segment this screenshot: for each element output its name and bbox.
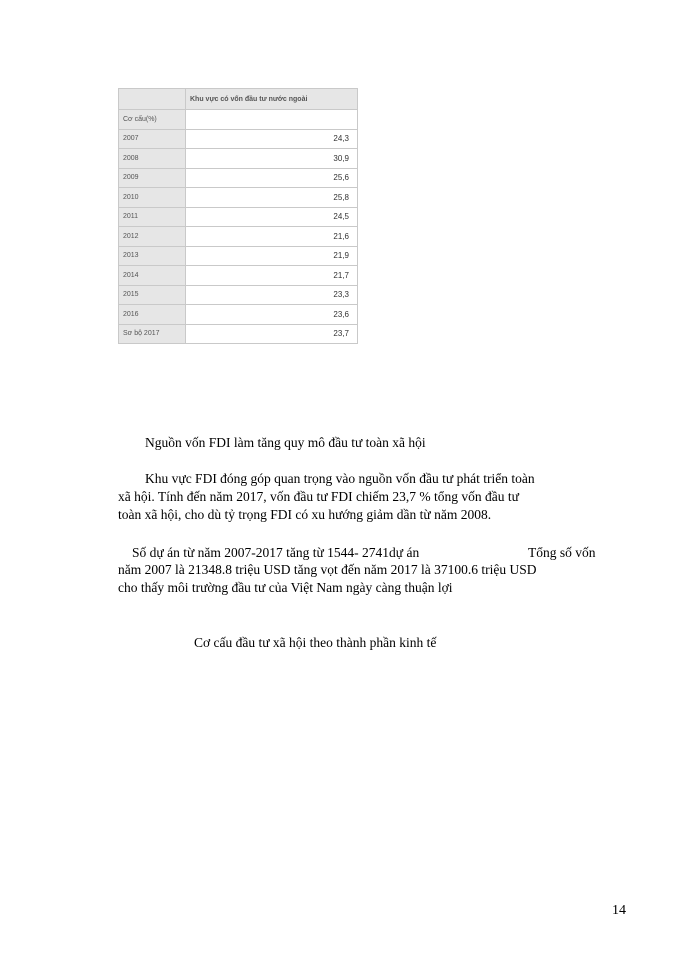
para1-line1: Khu vực FDI đóng góp quan trọng vào nguồn vốn đầu tư phát triển toàn (145, 471, 535, 486)
table-year-cell: 2014 (119, 266, 186, 286)
table-value-cell: 25,6 (186, 168, 358, 188)
table-row (119, 188, 358, 208)
table-value-cell: 25,8 (186, 188, 358, 208)
fdi-structure-table (118, 88, 358, 344)
table-value-cell: 23,6 (186, 305, 358, 325)
para2-line1a: Số dự án từ năm 2007-2017 tăng từ 1544- 2741dự án (132, 545, 420, 560)
table-value-cell: 21,6 (186, 227, 358, 247)
para2-line2: năm 2007 là 21348.8 triệu USD tăng vọt đến năm 2017 là 37100.6 triệu USD (118, 562, 537, 577)
table-row (119, 129, 358, 149)
para2-line1b: Tổng số vốn (528, 545, 596, 560)
table-unit-value (186, 110, 358, 130)
table-row (119, 246, 358, 266)
table-value-cell: 21,9 (186, 246, 358, 266)
table-year-cell: 2008 (119, 149, 186, 169)
table-year-cell: 2013 (119, 246, 186, 266)
para1-line2: xã hội. Tính đến năm 2017, vốn đầu tư FDI chiếm 23,7 % tổng vốn đầu tư (118, 489, 519, 504)
para1-line3: toàn xã hội, cho dù tỷ trọng FDI có xu hướng giảm dần từ năm 2008. (118, 507, 492, 522)
table-corner-cell (119, 89, 186, 110)
table-year-cell: 2016 (119, 305, 186, 325)
table-value-cell: 24,3 (186, 129, 358, 149)
table-row (119, 324, 358, 344)
table-year-cell: Sơ bộ 2017 (119, 324, 186, 344)
table-value-cell: 24,5 (186, 207, 358, 227)
page-number: 14 (612, 903, 626, 918)
table-unit-label: Cơ cấu(%) (119, 110, 186, 130)
table-row (119, 266, 358, 286)
table-row (119, 305, 358, 325)
table-value-cell: 23,7 (186, 324, 358, 344)
table-value-cell: 21,7 (186, 266, 358, 286)
table-unit-row (119, 110, 358, 130)
table-row (119, 285, 358, 305)
table-row (119, 227, 358, 247)
para2-line3: cho thấy môi trường đầu tư của Việt Nam ngày càng thuận lợi (118, 580, 453, 595)
table-value-cell: 23,3 (186, 285, 358, 305)
table-year-cell: 2015 (119, 285, 186, 305)
table-year-cell: 2009 (119, 168, 186, 188)
table-header-row (119, 89, 358, 110)
table-column-header: Khu vực có vốn đầu tư nước ngoài (186, 89, 358, 110)
table-row (119, 207, 358, 227)
table-year-cell: 2007 (119, 129, 186, 149)
heading-fdi-scale: Nguồn vốn FDI làm tăng quy mô đầu tư toàn xã hội (145, 435, 426, 450)
table-year-cell: 2010 (119, 188, 186, 208)
table-row (119, 168, 358, 188)
table-value-cell: 30,9 (186, 149, 358, 169)
table-year-cell: 2012 (119, 227, 186, 247)
table-row (119, 149, 358, 169)
table-year-cell: 2011 (119, 207, 186, 227)
heading-investment-structure: Cơ cấu đầu tư xã hội theo thành phần kinh tế (194, 635, 437, 650)
